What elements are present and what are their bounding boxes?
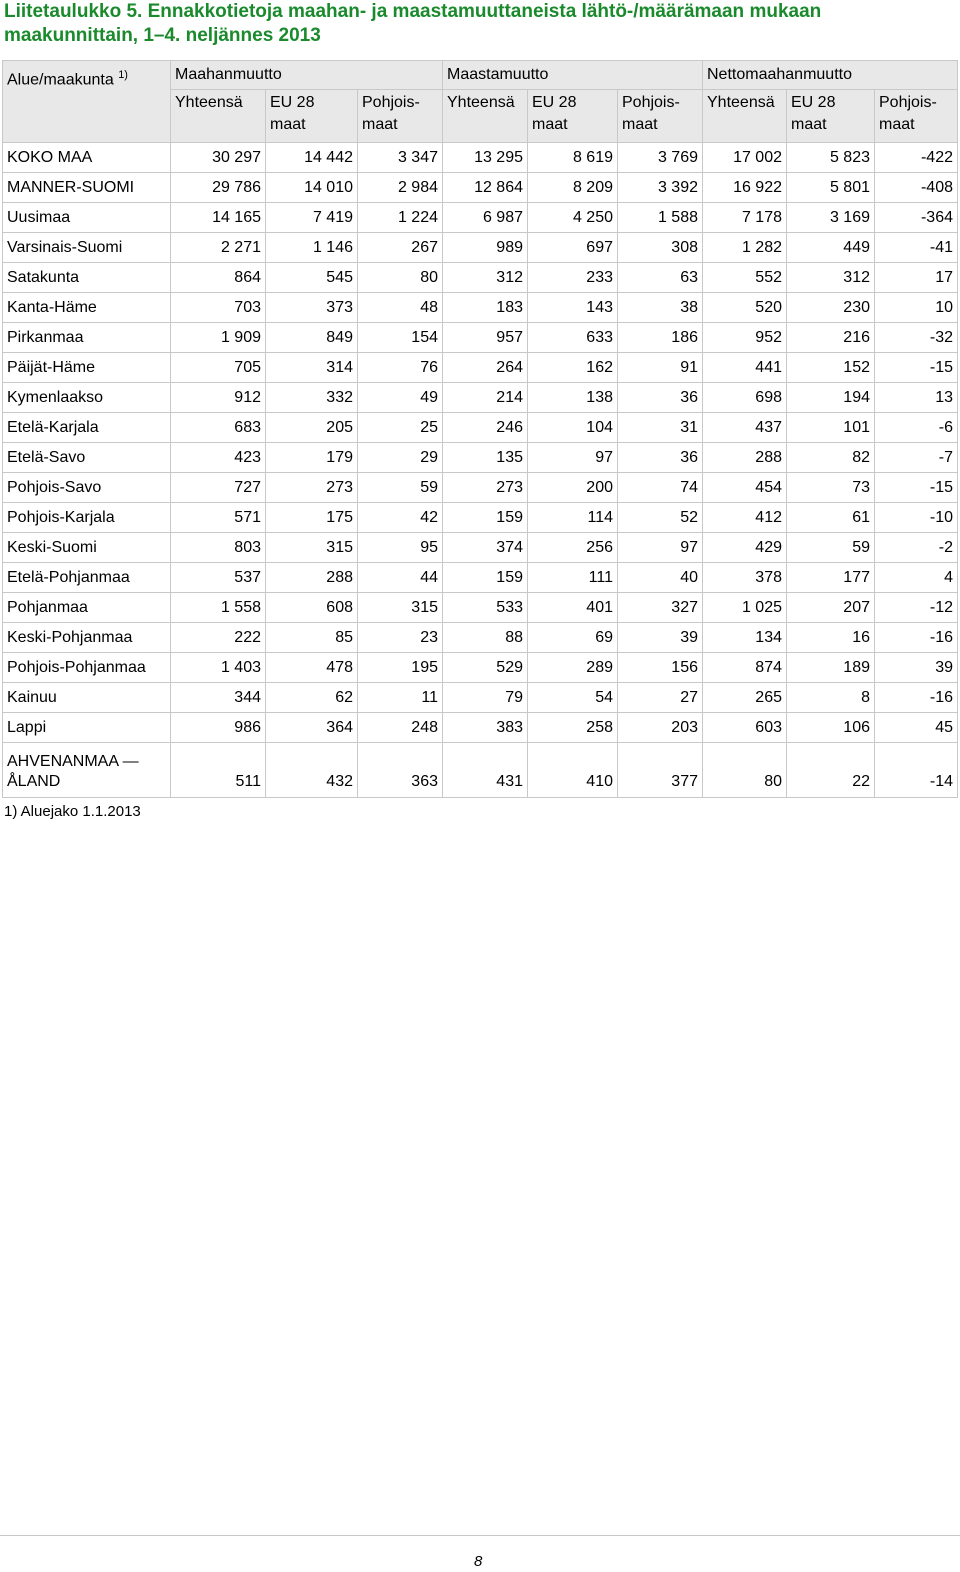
value-cell: 441 bbox=[703, 353, 787, 383]
value-cell: 48 bbox=[358, 293, 443, 323]
value-cell: 44 bbox=[358, 563, 443, 593]
value-cell: 6 987 bbox=[443, 203, 528, 233]
region-name: Pohjanmaa bbox=[3, 593, 171, 623]
value-cell: 106 bbox=[787, 713, 875, 743]
value-cell: 154 bbox=[358, 323, 443, 353]
value-cell: 312 bbox=[443, 263, 528, 293]
region-name: Satakunta bbox=[3, 263, 171, 293]
value-cell: 80 bbox=[358, 263, 443, 293]
value-cell: 216 bbox=[787, 323, 875, 353]
value-cell: 429 bbox=[703, 533, 787, 563]
table-row bbox=[3, 353, 958, 383]
subheader-8: Pohjois-maat bbox=[875, 90, 958, 143]
value-cell: 437 bbox=[703, 413, 787, 443]
value-cell: 1 025 bbox=[703, 593, 787, 623]
value-cell: 383 bbox=[443, 713, 528, 743]
value-cell: 849 bbox=[266, 323, 358, 353]
value-cell: 189 bbox=[787, 653, 875, 683]
value-cell: -7 bbox=[875, 443, 958, 473]
value-cell: -16 bbox=[875, 683, 958, 713]
value-cell: 54 bbox=[528, 683, 618, 713]
value-cell: 552 bbox=[703, 263, 787, 293]
value-cell: 14 010 bbox=[266, 173, 358, 203]
value-cell: 256 bbox=[528, 533, 618, 563]
value-cell: 14 442 bbox=[266, 143, 358, 173]
value-cell: 4 250 bbox=[528, 203, 618, 233]
value-cell: 233 bbox=[528, 263, 618, 293]
value-cell: 454 bbox=[703, 473, 787, 503]
value-cell: 95 bbox=[358, 533, 443, 563]
table-row bbox=[3, 533, 958, 563]
region-name: Keski-Suomi bbox=[3, 533, 171, 563]
value-cell: 38 bbox=[618, 293, 703, 323]
table-row bbox=[3, 233, 958, 263]
header-group-net-immigration: Nettomaahanmuutto bbox=[703, 61, 958, 90]
value-cell: -32 bbox=[875, 323, 958, 353]
value-cell: 114 bbox=[528, 503, 618, 533]
value-cell: 16 bbox=[787, 623, 875, 653]
value-cell: 1 588 bbox=[618, 203, 703, 233]
value-cell: 423 bbox=[171, 443, 266, 473]
value-cell: 74 bbox=[618, 473, 703, 503]
value-cell: 27 bbox=[618, 683, 703, 713]
page-title bbox=[4, 0, 954, 48]
value-cell: 1 558 bbox=[171, 593, 266, 623]
value-cell: 315 bbox=[266, 533, 358, 563]
header-group-emigration: Maastamuutto bbox=[443, 61, 703, 90]
value-cell: 633 bbox=[528, 323, 618, 353]
value-cell: -15 bbox=[875, 353, 958, 383]
value-cell: 207 bbox=[787, 593, 875, 623]
value-cell: 1 909 bbox=[171, 323, 266, 353]
value-cell: -364 bbox=[875, 203, 958, 233]
table-row bbox=[3, 473, 958, 503]
value-cell: 378 bbox=[703, 563, 787, 593]
table-row bbox=[3, 503, 958, 533]
value-cell: 374 bbox=[443, 533, 528, 563]
value-cell: 30 297 bbox=[171, 143, 266, 173]
table-row bbox=[3, 323, 958, 353]
value-cell: 36 bbox=[618, 383, 703, 413]
value-cell: 273 bbox=[266, 473, 358, 503]
value-cell: 17 002 bbox=[703, 143, 787, 173]
value-cell: 327 bbox=[618, 593, 703, 623]
value-cell: -41 bbox=[875, 233, 958, 263]
value-cell: 17 bbox=[875, 263, 958, 293]
value-cell: 2 984 bbox=[358, 173, 443, 203]
table-row bbox=[3, 443, 958, 473]
value-cell: 11 bbox=[358, 683, 443, 713]
value-cell: 3 347 bbox=[358, 143, 443, 173]
value-cell: 183 bbox=[443, 293, 528, 323]
value-cell: 1 282 bbox=[703, 233, 787, 263]
value-cell: 912 bbox=[171, 383, 266, 413]
value-cell: 91 bbox=[618, 353, 703, 383]
value-cell: 10 bbox=[875, 293, 958, 323]
value-cell: 42 bbox=[358, 503, 443, 533]
value-cell: 23 bbox=[358, 623, 443, 653]
value-cell: 29 786 bbox=[171, 173, 266, 203]
value-cell: 156 bbox=[618, 653, 703, 683]
table-row bbox=[3, 623, 958, 653]
value-cell: 3 169 bbox=[787, 203, 875, 233]
region-name: MANNER-SUOMI bbox=[3, 173, 171, 203]
subheader-3: Yhteensä bbox=[443, 90, 528, 143]
value-cell: -422 bbox=[875, 143, 958, 173]
table-row bbox=[3, 203, 958, 233]
subheader-7: EU 28 maat bbox=[787, 90, 875, 143]
value-cell: 8 209 bbox=[528, 173, 618, 203]
value-cell: 25 bbox=[358, 413, 443, 443]
value-cell: 952 bbox=[703, 323, 787, 353]
value-cell: 1 403 bbox=[171, 653, 266, 683]
region-name: Pohjois-Savo bbox=[3, 473, 171, 503]
table-row bbox=[3, 413, 958, 443]
value-cell: 246 bbox=[443, 413, 528, 443]
value-cell: 373 bbox=[266, 293, 358, 323]
value-cell: 377 bbox=[618, 743, 703, 798]
value-cell: 529 bbox=[443, 653, 528, 683]
value-cell: 230 bbox=[787, 293, 875, 323]
value-cell: 683 bbox=[171, 413, 266, 443]
subheader-0: Yhteensä bbox=[171, 90, 266, 143]
value-cell: 7 178 bbox=[703, 203, 787, 233]
value-cell: 364 bbox=[266, 713, 358, 743]
region-name: Pohjois-Pohjanmaa bbox=[3, 653, 171, 683]
value-cell: 608 bbox=[266, 593, 358, 623]
value-cell: -16 bbox=[875, 623, 958, 653]
region-name: Lappi bbox=[3, 713, 171, 743]
table-row bbox=[3, 293, 958, 323]
value-cell: 40 bbox=[618, 563, 703, 593]
region-name: Etelä-Savo bbox=[3, 443, 171, 473]
migration-table bbox=[2, 60, 958, 798]
value-cell: 159 bbox=[443, 563, 528, 593]
value-cell: 175 bbox=[266, 503, 358, 533]
value-cell: 101 bbox=[787, 413, 875, 443]
value-cell: 76 bbox=[358, 353, 443, 383]
value-cell: 162 bbox=[528, 353, 618, 383]
value-cell: 315 bbox=[358, 593, 443, 623]
table-row bbox=[3, 263, 958, 293]
value-cell: -408 bbox=[875, 173, 958, 203]
region-name: Pohjois-Karjala bbox=[3, 503, 171, 533]
value-cell: 12 864 bbox=[443, 173, 528, 203]
title-line-2: maakunnittain, 1–4. neljännes 2013 bbox=[4, 25, 321, 46]
table-row bbox=[3, 593, 958, 623]
value-cell: 332 bbox=[266, 383, 358, 413]
value-cell: 200 bbox=[528, 473, 618, 503]
region-name: AHVENANMAA — ÅLAND bbox=[3, 743, 171, 798]
value-cell: 85 bbox=[266, 623, 358, 653]
header-region: Alue/maakunta $^{1)}$ bbox=[3, 61, 171, 143]
value-cell: 138 bbox=[528, 383, 618, 413]
value-cell: 288 bbox=[703, 443, 787, 473]
page-number: 8 bbox=[474, 1553, 483, 1570]
value-cell: 13 bbox=[875, 383, 958, 413]
value-cell: 52 bbox=[618, 503, 703, 533]
value-cell: 571 bbox=[171, 503, 266, 533]
value-cell: 45 bbox=[875, 713, 958, 743]
value-cell: 39 bbox=[618, 623, 703, 653]
region-name: Kymenlaakso bbox=[3, 383, 171, 413]
region-name: Etelä-Pohjanmaa bbox=[3, 563, 171, 593]
subheader-4: EU 28 maat bbox=[528, 90, 618, 143]
value-cell: 88 bbox=[443, 623, 528, 653]
value-cell: -10 bbox=[875, 503, 958, 533]
value-cell: 97 bbox=[528, 443, 618, 473]
value-cell: -2 bbox=[875, 533, 958, 563]
subheader-6: Yhteensä bbox=[703, 90, 787, 143]
value-cell: 97 bbox=[618, 533, 703, 563]
value-cell: 61 bbox=[787, 503, 875, 533]
header-group-immigration: Maahanmuutto bbox=[171, 61, 443, 90]
table-row bbox=[3, 173, 958, 203]
value-cell: 36 bbox=[618, 443, 703, 473]
value-cell: 267 bbox=[358, 233, 443, 263]
value-cell: 69 bbox=[528, 623, 618, 653]
value-cell: 159 bbox=[443, 503, 528, 533]
value-cell: 289 bbox=[528, 653, 618, 683]
value-cell: 957 bbox=[443, 323, 528, 353]
value-cell: 533 bbox=[443, 593, 528, 623]
subheader-2: Pohjois-maat bbox=[358, 90, 443, 143]
value-cell: 39 bbox=[875, 653, 958, 683]
value-cell: 177 bbox=[787, 563, 875, 593]
value-cell: 703 bbox=[171, 293, 266, 323]
value-cell: 134 bbox=[703, 623, 787, 653]
value-cell: 432 bbox=[266, 743, 358, 798]
value-cell: 4 bbox=[875, 563, 958, 593]
value-cell: 363 bbox=[358, 743, 443, 798]
table-row bbox=[3, 383, 958, 413]
value-cell: 727 bbox=[171, 473, 266, 503]
value-cell: 1 224 bbox=[358, 203, 443, 233]
value-cell: 111 bbox=[528, 563, 618, 593]
value-cell: -12 bbox=[875, 593, 958, 623]
value-cell: 2 271 bbox=[171, 233, 266, 263]
value-cell: 264 bbox=[443, 353, 528, 383]
value-cell: 203 bbox=[618, 713, 703, 743]
value-cell: 31 bbox=[618, 413, 703, 443]
value-cell: 73 bbox=[787, 473, 875, 503]
value-cell: 314 bbox=[266, 353, 358, 383]
value-cell: 511 bbox=[171, 743, 266, 798]
value-cell: 401 bbox=[528, 593, 618, 623]
table-row bbox=[3, 713, 958, 743]
value-cell: 874 bbox=[703, 653, 787, 683]
value-cell: 545 bbox=[266, 263, 358, 293]
value-cell: 258 bbox=[528, 713, 618, 743]
table-row bbox=[3, 653, 958, 683]
value-cell: 8 bbox=[787, 683, 875, 713]
value-cell: 49 bbox=[358, 383, 443, 413]
value-cell: 412 bbox=[703, 503, 787, 533]
value-cell: 16 922 bbox=[703, 173, 787, 203]
region-name: Keski-Pohjanmaa bbox=[3, 623, 171, 653]
value-cell: 312 bbox=[787, 263, 875, 293]
value-cell: 22 bbox=[787, 743, 875, 798]
value-cell: 80 bbox=[703, 743, 787, 798]
value-cell: 179 bbox=[266, 443, 358, 473]
value-cell: 520 bbox=[703, 293, 787, 323]
value-cell: 698 bbox=[703, 383, 787, 413]
value-cell: 449 bbox=[787, 233, 875, 263]
region-name: Kanta-Häme bbox=[3, 293, 171, 323]
value-cell: 143 bbox=[528, 293, 618, 323]
value-cell: 273 bbox=[443, 473, 528, 503]
title-line-1: Liitetaulukko 5. Ennakkotietoja maahan- ja maastamuuttaneista lähtö-/määrämaan mukaan bbox=[4, 1, 822, 22]
value-cell: 265 bbox=[703, 683, 787, 713]
region-name: Kainuu bbox=[3, 683, 171, 713]
value-cell: -15 bbox=[875, 473, 958, 503]
value-cell: 5 801 bbox=[787, 173, 875, 203]
value-cell: 3 769 bbox=[618, 143, 703, 173]
table-row bbox=[3, 743, 958, 798]
region-name: Pirkanmaa bbox=[3, 323, 171, 353]
footnote: 1) Aluejako 1.1.2013 bbox=[4, 803, 141, 820]
value-cell: 248 bbox=[358, 713, 443, 743]
value-cell: 135 bbox=[443, 443, 528, 473]
value-cell: 29 bbox=[358, 443, 443, 473]
value-cell: 194 bbox=[787, 383, 875, 413]
value-cell: 214 bbox=[443, 383, 528, 413]
value-cell: 803 bbox=[171, 533, 266, 563]
value-cell: 104 bbox=[528, 413, 618, 443]
value-cell: 3 392 bbox=[618, 173, 703, 203]
region-name: KOKO MAA bbox=[3, 143, 171, 173]
table-row bbox=[3, 143, 958, 173]
value-cell: 5 823 bbox=[787, 143, 875, 173]
value-cell: 62 bbox=[266, 683, 358, 713]
value-cell: 344 bbox=[171, 683, 266, 713]
value-cell: -14 bbox=[875, 743, 958, 798]
value-cell: 864 bbox=[171, 263, 266, 293]
value-cell: 222 bbox=[171, 623, 266, 653]
value-cell: 59 bbox=[358, 473, 443, 503]
value-cell: 63 bbox=[618, 263, 703, 293]
value-cell: 186 bbox=[618, 323, 703, 353]
value-cell: -6 bbox=[875, 413, 958, 443]
value-cell: 603 bbox=[703, 713, 787, 743]
value-cell: 7 419 bbox=[266, 203, 358, 233]
value-cell: 1 146 bbox=[266, 233, 358, 263]
subheader-5: Pohjois-maat bbox=[618, 90, 703, 143]
region-name: Uusimaa bbox=[3, 203, 171, 233]
region-name: Etelä-Karjala bbox=[3, 413, 171, 443]
value-cell: 79 bbox=[443, 683, 528, 713]
subheader-1: EU 28 maat bbox=[266, 90, 358, 143]
footer-divider bbox=[0, 1535, 960, 1536]
value-cell: 537 bbox=[171, 563, 266, 593]
value-cell: 13 295 bbox=[443, 143, 528, 173]
table-row bbox=[3, 563, 958, 593]
value-cell: 152 bbox=[787, 353, 875, 383]
value-cell: 8 619 bbox=[528, 143, 618, 173]
value-cell: 478 bbox=[266, 653, 358, 683]
value-cell: 195 bbox=[358, 653, 443, 683]
value-cell: 705 bbox=[171, 353, 266, 383]
region-name: Varsinais-Suomi bbox=[3, 233, 171, 263]
value-cell: 989 bbox=[443, 233, 528, 263]
value-cell: 410 bbox=[528, 743, 618, 798]
value-cell: 308 bbox=[618, 233, 703, 263]
value-cell: 14 165 bbox=[171, 203, 266, 233]
value-cell: 431 bbox=[443, 743, 528, 798]
region-name: Päijät-Häme bbox=[3, 353, 171, 383]
value-cell: 697 bbox=[528, 233, 618, 263]
value-cell: 59 bbox=[787, 533, 875, 563]
value-cell: 288 bbox=[266, 563, 358, 593]
table-row bbox=[3, 683, 958, 713]
value-cell: 205 bbox=[266, 413, 358, 443]
value-cell: 82 bbox=[787, 443, 875, 473]
value-cell: 986 bbox=[171, 713, 266, 743]
